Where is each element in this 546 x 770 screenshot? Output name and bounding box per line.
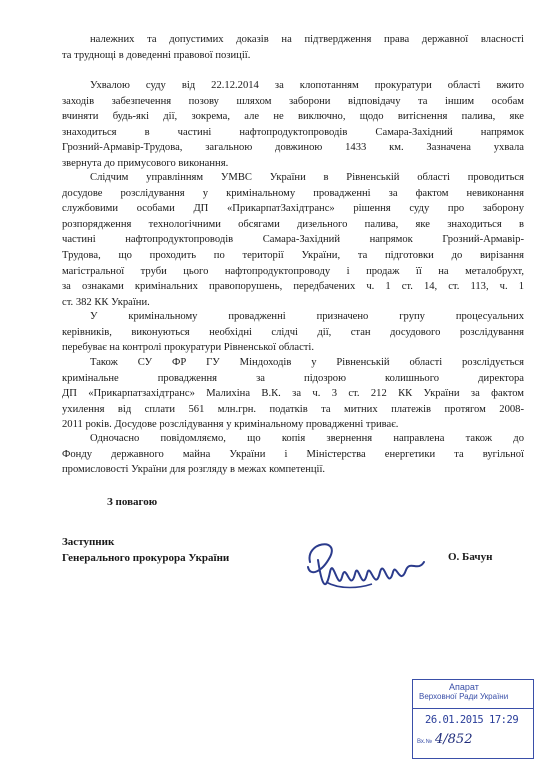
text-line: Слідчим управлінням УМВС України в Рівненській області проводиться: [90, 172, 524, 183]
text-line: ДП «Прикарпатзахідтранс» Малихіна В.К. за ч. 3 ст. 212 КК України за фактом: [62, 388, 524, 400]
text-line: вчиняти будь-які дії, зокрема, але не виключно, щодо витіснення палива, яке: [62, 111, 524, 123]
paragraph-6: [62, 431, 524, 478]
text-line: магістральної труби цього нафтопродуктопроводу і продаж її на металобрухт,: [62, 265, 524, 277]
text-line: керівників, виконуються необхідні слідчі дії, стан досудового розслідування: [62, 326, 524, 338]
text-line: кримінальне провадження за підозрою колишнього директора: [62, 372, 524, 384]
paragraph-2: [62, 78, 524, 172]
text-line: та труднощі в доведенні правової позиції.: [62, 49, 251, 61]
signatory-title: [62, 535, 229, 566]
text-line: заходів забезпечення позову шляхом заборони відповідачу та іншим особам: [62, 95, 524, 107]
signatory-title-line1: Заступник: [62, 536, 115, 548]
handwritten-signature: [300, 532, 430, 607]
text-line: У кримінальному провадженні призначено групу процесуальних: [90, 311, 524, 322]
registration-stamp: [412, 679, 534, 759]
paragraph-4: [62, 309, 524, 356]
text-line: знаходиться в частині нафтопродуктопроводів Самара-Західний напрямок: [62, 126, 524, 138]
signatory-name: О. Бачун: [448, 551, 493, 563]
text-line: ст. 382 КК України.: [62, 296, 150, 308]
text-line: службовими особами ДП «ПрикарпатЗахідтранс» рішення суду про заборону: [62, 203, 524, 215]
text-line: ухилення від сплати 561 млн.грн. податків та митних платежів протягом 2008-: [62, 403, 524, 415]
text-line: належних та допустимих доказів на підтвердження права державної власності: [90, 34, 524, 45]
stamp-divider: [413, 708, 533, 709]
stamp-org-line1: Апарат: [449, 682, 479, 692]
text-line: Одночасно повідомляємо, що копія звернення направлена також до: [90, 433, 524, 444]
text-line: Ухвалою суду від 22.12.2014 за клопотанням прокуратури області вжито: [90, 80, 524, 91]
text-line: Грозний-Армавір-Трудова, загальною довжиною 1433 км. Зазначена ухвала: [62, 142, 524, 154]
text-line: частині нафтопродуктопроводів Самара-Західний напрямок Грозний-Армавір-: [62, 234, 524, 246]
text-line: Фонду державного майна України і Міністерства енергетики та вугільної: [62, 448, 524, 460]
paragraph-3: [62, 170, 524, 310]
text-line: за ознаками кримінальних правопорушень, передбачених ч. 1 ст. 14, ст. 113, ч. 1: [62, 281, 524, 293]
text-line: 2011 років. Досудове розслідування у кримінальному провадженні триває.: [62, 419, 399, 431]
text-line: Також СУ ФР ГУ Міндоходів у Рівненській області розслідується: [90, 357, 524, 368]
paragraph-5: [62, 355, 524, 433]
closing-salutation: З повагою: [107, 496, 158, 508]
paragraph-1: [62, 32, 524, 63]
signatory-title-line2: Генерального прокурора України: [62, 551, 230, 564]
stamp-reg-number: 4/852: [435, 732, 473, 747]
stamp-date: 26.01.2015 17:29: [425, 714, 519, 726]
text-line: Трудова, що проходить по території України, та підготовки до вирізання: [62, 249, 524, 261]
text-line: промисловості України для розгляду в межах компетенції.: [62, 464, 326, 476]
text-line: звернута до примусового виконання.: [62, 157, 229, 169]
text-line: розпорядження технологічними обсягами дизельного палива, яке знаходиться в: [62, 218, 524, 230]
text-line: перебуває на контролі прокуратури Рівненської області.: [62, 342, 315, 354]
stamp-prefix: Вх.№: [417, 739, 433, 745]
text-line: досудове розслідування у кримінальному провадженні за фактом невиконання: [62, 187, 524, 199]
stamp-org-line2: Верховної Ради України: [419, 692, 509, 701]
